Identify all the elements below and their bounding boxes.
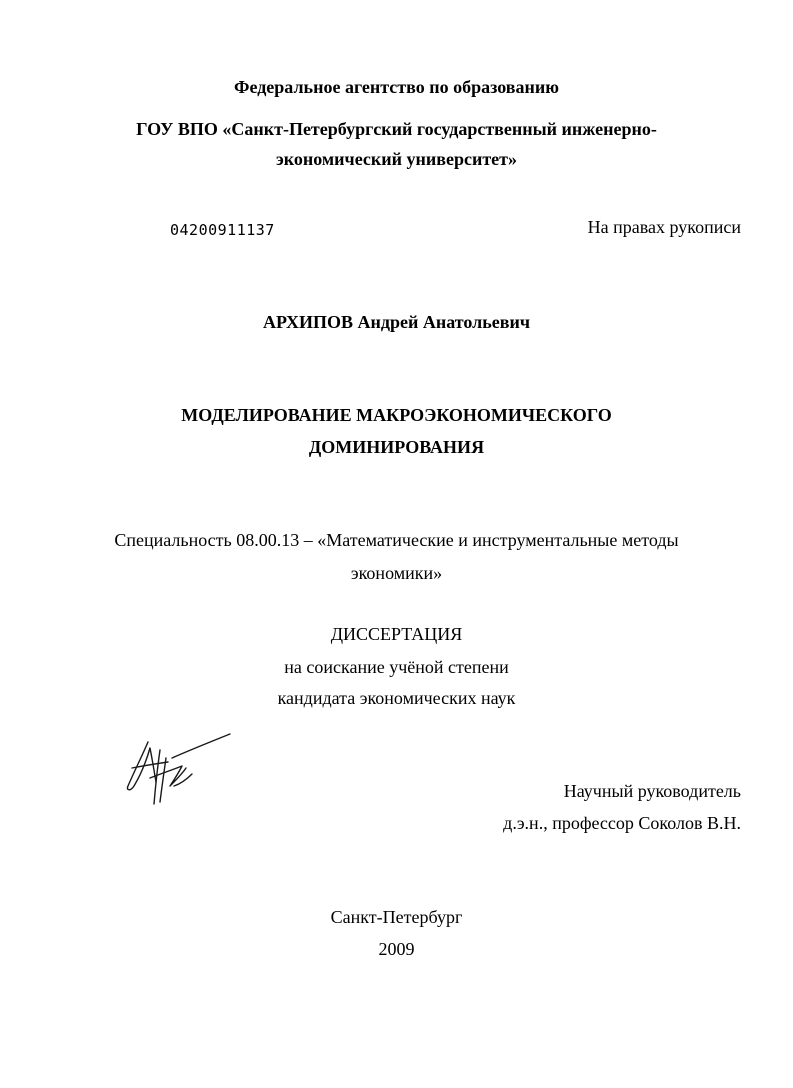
specialty-line2: экономики» [350, 563, 443, 583]
document-type: ДИССЕРТАЦИЯ [330, 624, 463, 644]
university-name-line2: экономический университет» [275, 149, 518, 169]
rights-note: На правах рукописи [587, 217, 741, 237]
handwritten-signature [120, 728, 235, 813]
author-name: АРХИПОВ Андрей Анатольевич [262, 312, 530, 332]
agency-name: Федеральное агентство по образованию [233, 77, 560, 97]
supervisor-label: Научный руководитель [563, 781, 741, 801]
city: Санкт-Петербург [330, 907, 463, 927]
registry-number: 04200911137 [170, 221, 275, 239]
specialty-line1: Специальность 08.00.13 – «Математические и инструментальные методы [114, 530, 679, 550]
year: 2009 [378, 939, 415, 959]
supervisor-name: д.э.н., профессор Соколов В.Н. [503, 813, 741, 833]
university-name-line1: ГОУ ВПО «Санкт-Петербургский государственный инженерно- [136, 119, 657, 139]
thesis-title-line1: МОДЕЛИРОВАНИЕ МАКРОЭКОНОМИЧЕСКОГО [181, 405, 612, 425]
thesis-title-line2: ДОМИНИРОВАНИЯ [308, 437, 485, 457]
degree-line1: на соискание учёной степени [284, 657, 509, 677]
degree-line2: кандидата экономических наук [277, 688, 516, 708]
